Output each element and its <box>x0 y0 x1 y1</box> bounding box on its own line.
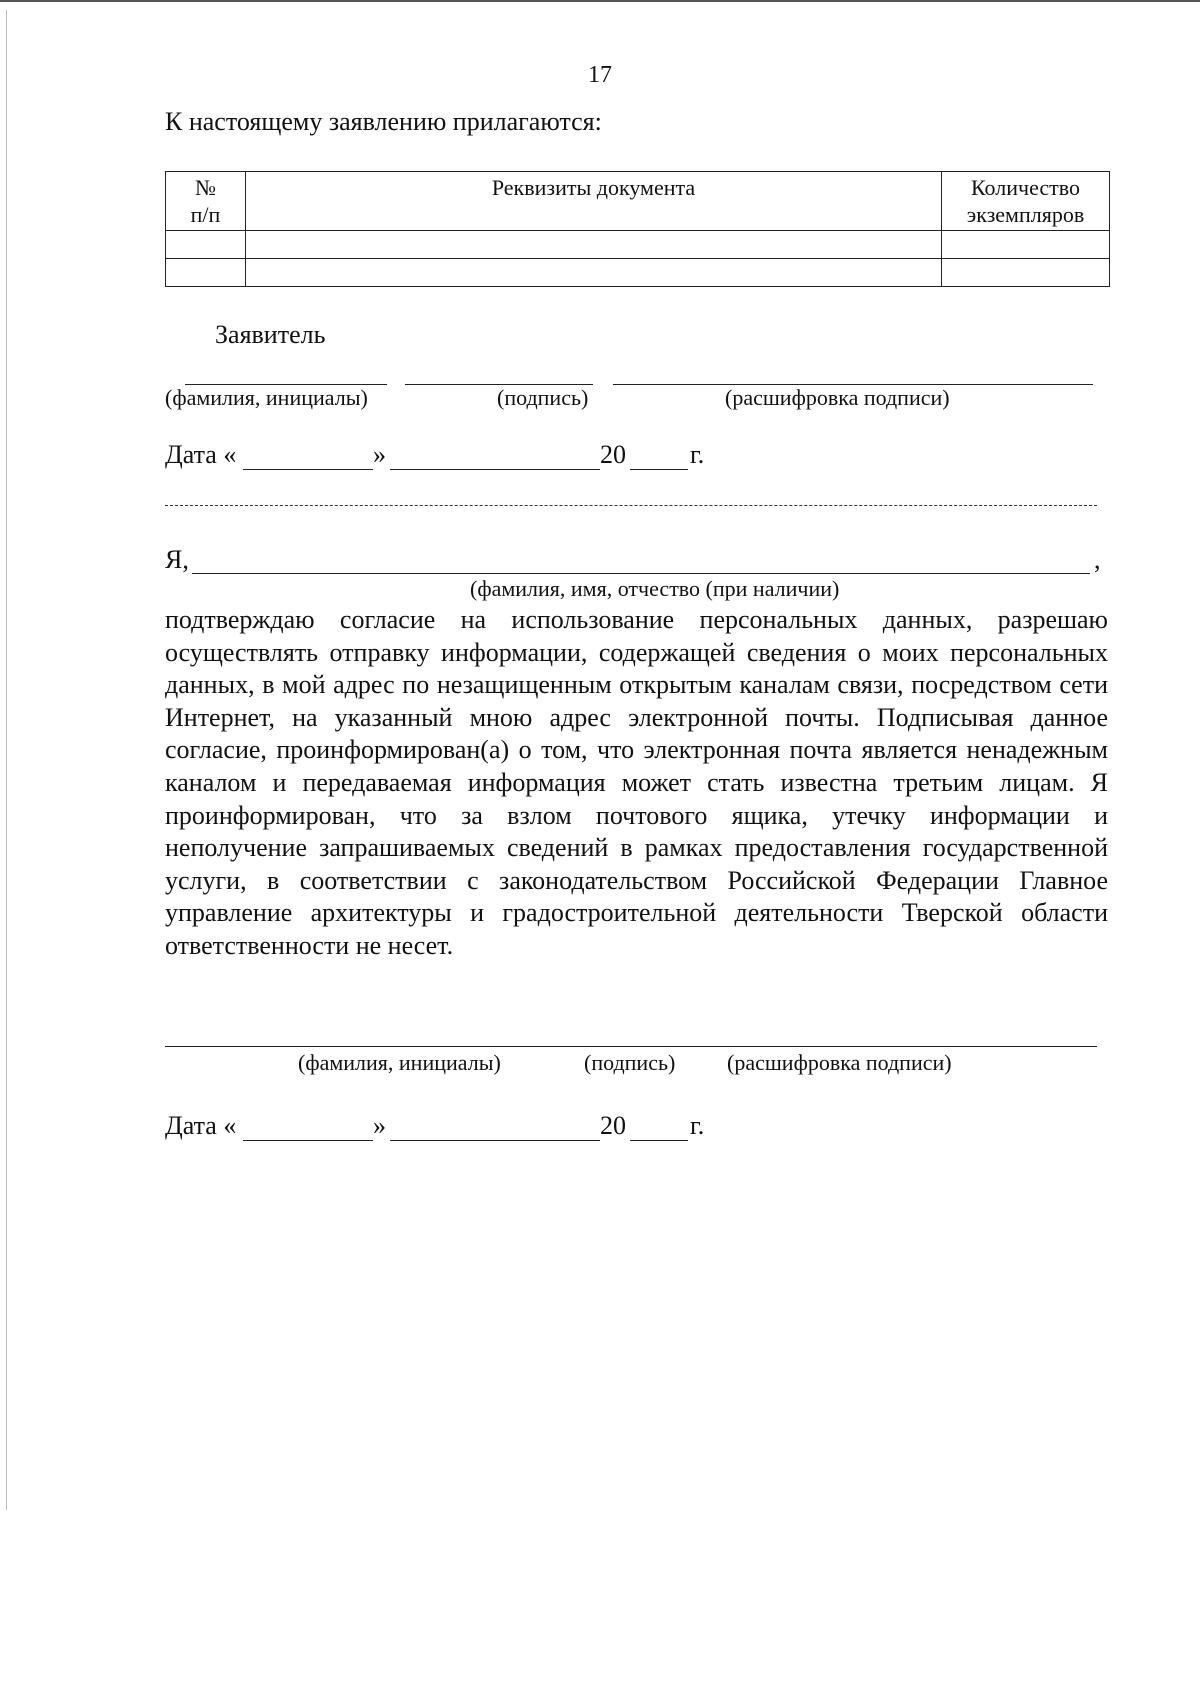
consent-date-year-prefix: 20 <box>600 1111 626 1140</box>
applicant-date-day-line[interactable] <box>243 469 373 470</box>
applicant-date-year-prefix: 20 <box>600 440 626 469</box>
scan-edge-top <box>0 0 1200 2</box>
consent-date-year-line[interactable] <box>630 1140 688 1141</box>
applicant-date-prefix: Дата « <box>165 440 237 469</box>
applicant-label: Заявитель <box>215 320 326 349</box>
consent-date-day-line[interactable] <box>243 1140 373 1141</box>
consent-signature-line[interactable] <box>165 1046 1097 1047</box>
column-header-quantity-line1: Количество <box>970 175 1081 200</box>
column-header-number-line2: п/п <box>190 202 221 227</box>
table-cell-number[interactable] <box>166 231 246 259</box>
attachments-header-row <box>166 172 1110 231</box>
consent-name-caption-bottom: (фамилия, инициалы) <box>298 1050 501 1075</box>
applicant-date-year-line[interactable] <box>630 469 688 470</box>
column-header-details-label: Реквизиты документа <box>491 175 696 200</box>
applicant-date-close-quote: » <box>373 440 386 469</box>
table-cell-details[interactable] <box>246 231 942 259</box>
table-cell-quantity[interactable] <box>942 231 1110 259</box>
column-header-number-line1: № <box>195 175 216 200</box>
consent-text: подтверждаю согласие на использование персональных данных, разрешаю осуществлять отправку информации, содержащей сведения о моих персональных данных, в мой адрес по незащищенным открытым каналам связи, посредством сети Интернет, на указанный мною адрес электронной почты. Подписывая данное согласие, проинформирован(а) о том, что электронная почта является ненадежным каналом и передаваемая информация может стать известна третьим лицам. Я проинформирован, что за взлом почтового ящика, утечку информации и неполучение запрашиваемых сведений в рамках предоставления государственной услуги, в соответствии с законодательством Российской Федерации Главное управление архитектуры и градостроительной деятельности Тверской области ответственности не несет. <box>165 605 1108 960</box>
table-cell-number[interactable] <box>166 259 246 287</box>
consent-date-month-line[interactable] <box>390 1140 600 1141</box>
applicant-date-year-suffix: г. <box>690 440 705 469</box>
column-header-quantity-line2: экземпляров <box>966 202 1085 227</box>
consent-trailing-comma: , <box>1094 545 1101 574</box>
consent-full-name-line[interactable] <box>192 573 1090 574</box>
column-header-quantity <box>942 172 1110 231</box>
consent-signature-caption: (подпись) <box>584 1050 676 1075</box>
attachments-heading: К настоящему заявлению прилагаются: <box>165 107 602 136</box>
applicant-signature-caption: (подпись) <box>497 385 589 410</box>
consent-intro: Я, <box>165 545 189 574</box>
consent-name-caption: (фамилия, имя, отчество (при наличии) <box>470 576 840 601</box>
consent-date-close-quote: » <box>373 1111 386 1140</box>
consent-decoding-caption: (расшифровка подписи) <box>727 1050 952 1075</box>
attachments-table <box>165 171 1110 287</box>
column-header-number <box>166 172 246 231</box>
section-separator <box>165 505 1097 506</box>
page-number: 17 <box>588 62 612 88</box>
consent-date-prefix: Дата « <box>165 1111 237 1140</box>
applicant-date-month-line[interactable] <box>390 469 600 470</box>
table-row <box>166 259 1110 287</box>
consent-date-year-suffix: г. <box>690 1111 705 1140</box>
table-cell-details[interactable] <box>246 259 942 287</box>
table-cell-quantity[interactable] <box>942 259 1110 287</box>
applicant-decoding-caption: (расшифровка подписи) <box>725 385 950 410</box>
column-header-details <box>246 172 942 231</box>
scan-edge-left <box>6 10 7 1510</box>
table-row <box>166 231 1110 259</box>
applicant-name-caption: (фамилия, инициалы) <box>165 385 368 410</box>
